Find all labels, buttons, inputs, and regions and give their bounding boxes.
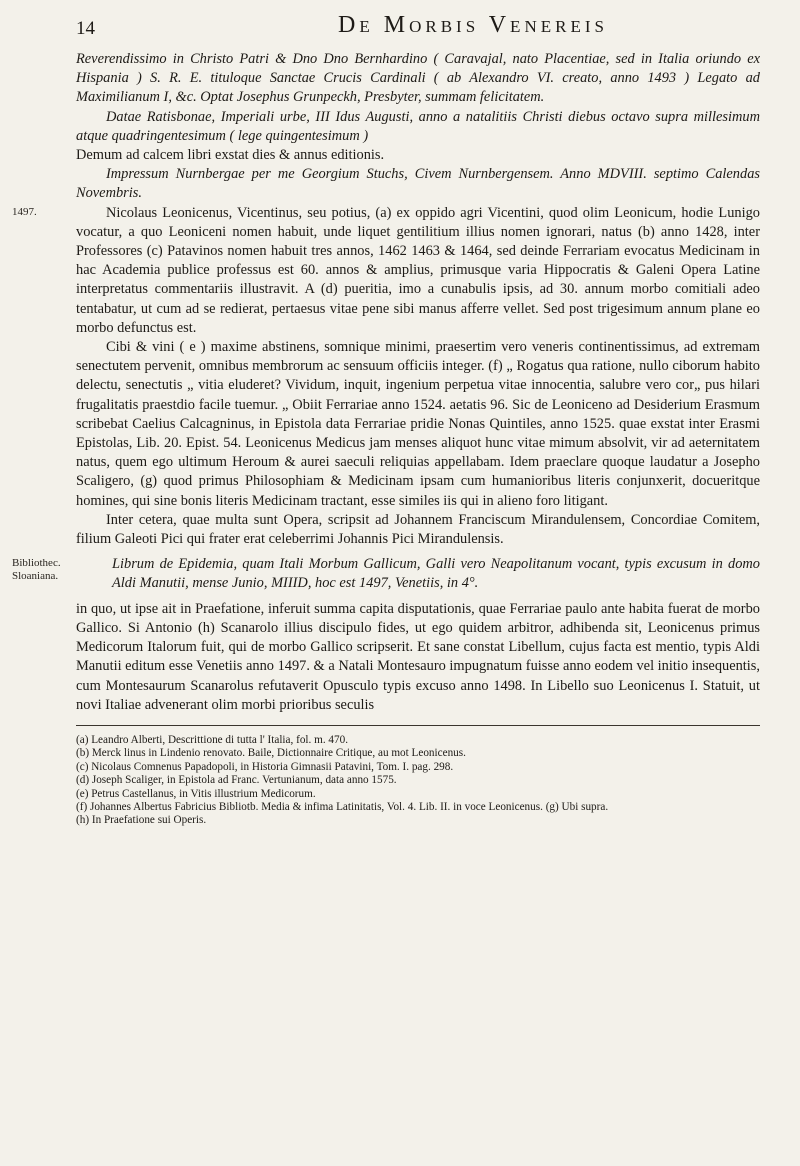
leonicenus-section [12,204,760,338]
footnote: (a) Leandro Alberti, Descrittione di tutta l' Italia, fol. m. 470. [76,733,348,746]
leonicenus-habits: Cibi & vini ( e ) maxime abstinens, somnique minimi, praesertim vero veneris continentissimus, ad extremam senectutem pervenit, omnibus membrorum ac sensuum officiis integer. (f) „ Rogatus qua ratione, nullo ciborum habito delectu, senectutis „ vitia eluderet? Vividum, inquit, ingenium perpetua vitae innocentia, salubre vero cor„ pus hilari frugalitatis praestdio facile tuemur. „ Obiit Ferrariae anno 1524. aetatis 96. Sic de Leoniceno ad Desiderium Erasmum scribebat Caelius Calcagninus, in Epistola data Ferrariae pridie Nonas Quintiles, anno 1525. quae exstat inter Erasmi Epistolas, Lib. 20. Epist. 54. Leonicenus Medicus jam menses aliquot hunc vitae mimum absolvit, vir ad aeternitatem natus, quem ego ultimum Heroum & aurei saeculi reliquias appellabam. Idem praeclare quoque laudatur a Josepho Scaligero, (g) quod primus Philosophiam & Medicinam ipsam cum humanioribus literis conjunxerit, docueritque homines, qui sine bonis literis Medicinam tractant, esse similes iis qui in alieno foro litigant. [76,339,760,509]
footnote: (f) Johannes Albertus Fabricius Bibliotb. Media & infima Latinitatis, Vol. 4. Lib. II. in voce Leonicenus. (g) Ubi supra. [76,800,609,813]
running-title: De Morbis Venereis [338,12,608,38]
page-header [76,12,760,44]
page-number: 14 [76,18,95,39]
footnote-rule [76,725,760,726]
footnote: (b) Merck linus in Lindenio renovato. Baile, Dictionnaire Critique, au mot Leonicenus. [76,747,466,760]
margin-bibliotheca: Bibliothec. Sloaniana. [12,557,61,583]
leonicenus-works: Inter cetera, quae multa sunt Opera, scripsit ad Johannem Franciscum Mirandulensem, Concordiae Comitem, filium Galeoti Pici qui frater erat celeberrimi Johannis Pici Mirandulensis. [76,511,760,548]
colophon-intro: Demum ad calcem libri exstat dies & annus editionis. [76,147,385,164]
date-paragraph: Datae Ratisbonae, Imperiali urbe, III Idus Augusti, anno a natalitiis Christi diebus octavo supra millesimum atque quadringentesimum ( lege quingentesimum ) [76,108,760,144]
epidemia-section [12,555,760,593]
epidemia-title: Librum de Epidemia, quam Itali Morbum Gallicum, Galli vero Neapolitanum vocant, typis excusum in domo Aldi Manutii, mense Junio, MIIID, hoc est 1497, Venetiis, in 4°. [112,556,760,592]
footnote: (h) In Praefatione sui Operis. [76,814,207,827]
leonicenus-biography: Nicolaus Leonicenus, Vicentinus, seu potius, (a) ex oppido agri Vicentini, quod olim Leonicum, hodie Lunigo vocatur, a quo Leoniceni nomen habuit, unde liquet gentilitium illius nomen ignorari, natus (b) anno 1428, inter Professores (c) Patavinos nomen habuit tres annos, 1462 1463 & 1464, sed deinde Ferrariam evocatus Medicinam in hac Academia publice professus est 60. annos & amplius, primusque varia Hippocratis & Galeni Opera Latine interpretatus commentariis illustravit. A (d) pueritia, imo a cunabulis ipsis, ad 30. annum morbo comitiali adeo tentabatur, ut cum ad se redierat, pertaesus vitae pene sibi manus afferre vellet. Sed post trigesimum annum plane eo morbo defunctus est. [76,204,760,336]
footnote: (e) Petrus Castellanus, in Vitis illustrium Medicorum. [76,787,316,800]
page-body [12,50,760,1166]
margin-year: 1497. [12,205,37,218]
epidemia-discussion: in quo, ut ipse ait in Praefatione, inferuit summa capita disputationis, quae Ferrariae paulo ante habita fuerat de morbo Gallico. Si Antonio (h) Scanarolo illius discipulo fides, ut ego quidem arbitror, adhibenda sit, Leonicenus primus Medicorum Italorum fuit, qui de morbo Gallico scripserit. Et sane constat Libellum, cujus facta est mentio, typis Aldi Manutii editum esse Venetiis anno 1497. & a Natali Montesauro impugnatum fuisse anno eodem vel initio insequentis, cum Montesaurum Scanarolus refutaverit Opusculo typis excuso anno 1498. In Libello suo Leonicenus I. Statuit, ut novi Italiae advenerant olim morbi prioribus seculis [76,600,760,713]
footnote: (d) Joseph Scaliger, in Epistola ad Franc. Vertunianum, data anno 1575. [76,774,397,787]
dedication-paragraph: Reverendissimo in Christo Patri & Dno Dno Bernhardino ( Caravajal, nato Placentiae, sed in Italia oriundo ex Hispania ) S. R. E. tituloque Sanctae Crucis Cardinali ( ab Alexandro VI. creato, anno 1493 ) Legato ad Maximilianum I, &c. Optat Josephus Grunpeckh, Presbyter, summam felicitatem. [76,51,760,106]
imprint-paragraph: Impressum Nurnbergae per me Georgium Stuchs, Civem Nurnbergensem. Anno MDVIII. septimo Calendas Novembris. [76,166,760,202]
footnote: (c) Nicolaus Comnenus Papadopoli, in Historia Gimnasii Patavini, Tom. I. pag. 298. [76,760,454,773]
footnotes [76,734,760,828]
